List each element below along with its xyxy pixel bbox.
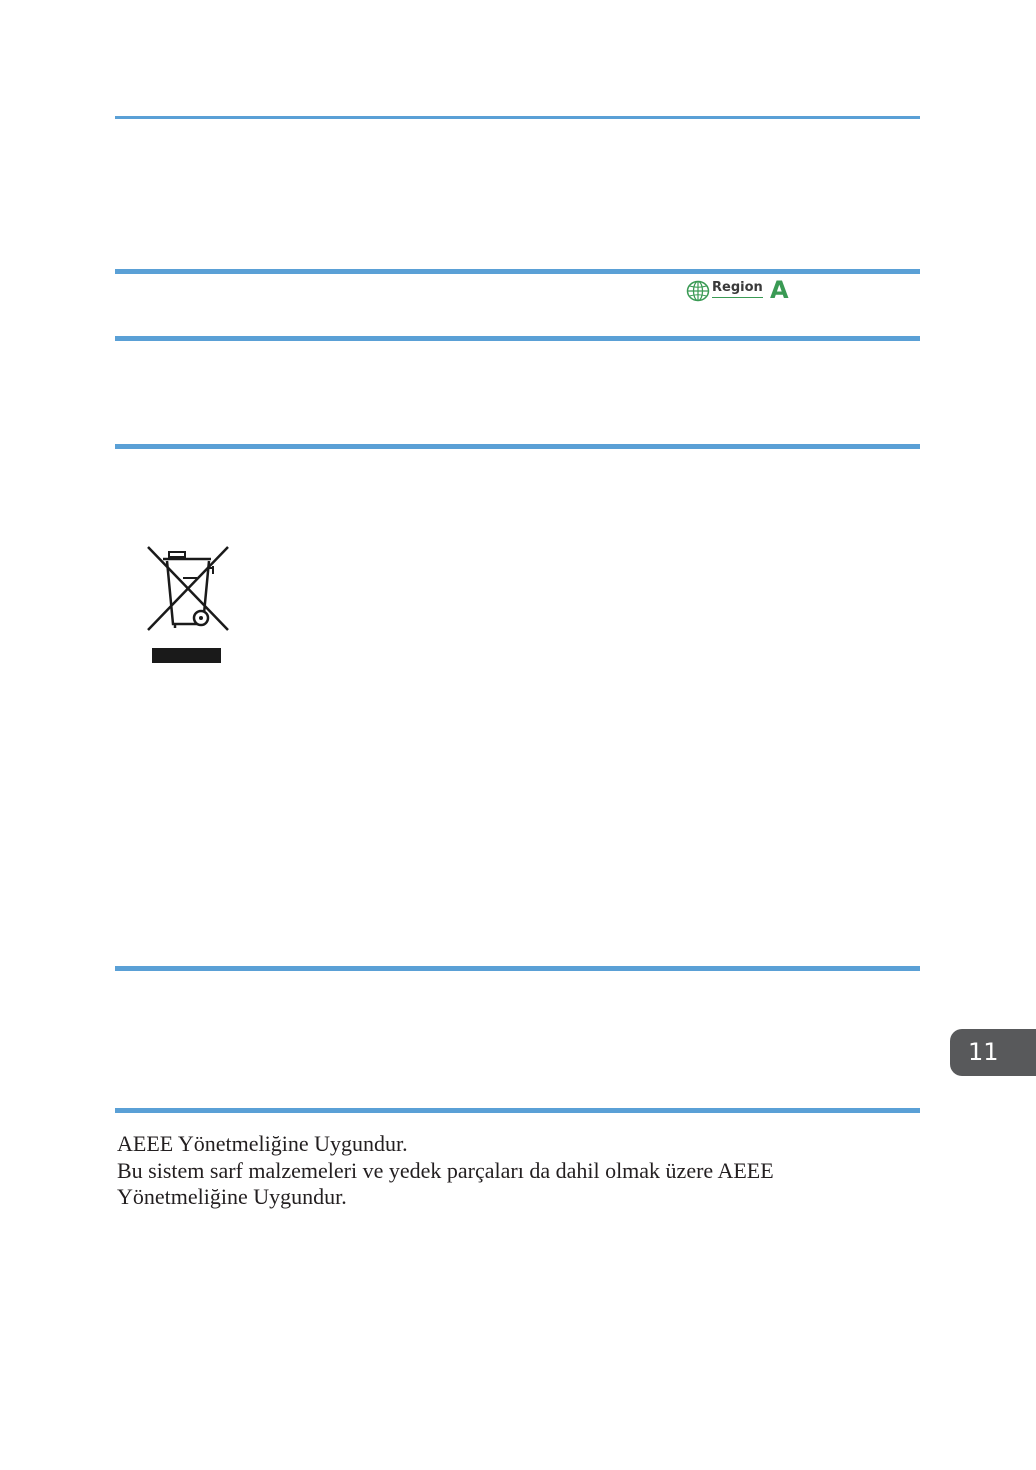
compliance-heading: AEEE Yönetmeliğine Uygundur. [117,1131,408,1156]
section-rule [115,116,920,119]
chapter-tab [950,1029,1036,1076]
section-rule [115,336,920,341]
section-rule [115,444,920,449]
globe-icon [686,280,710,302]
region-letter: A [770,276,789,304]
region-badge [686,278,796,304]
compliance-statement [117,1131,907,1211]
region-label: Region [712,280,763,298]
section-rule [115,269,920,274]
crossed-out-wheelie-bin-icon [145,544,231,666]
section-rule [115,1108,920,1113]
chapter-number: 11 [968,1038,999,1066]
section-rule [115,966,920,971]
compliance-paragraph: Bu sistem sarf malzemeleri ve yedek parçaları da dahil olmak üzere AEEE Yönetmeliğine Uygundur. [117,1157,774,1209]
